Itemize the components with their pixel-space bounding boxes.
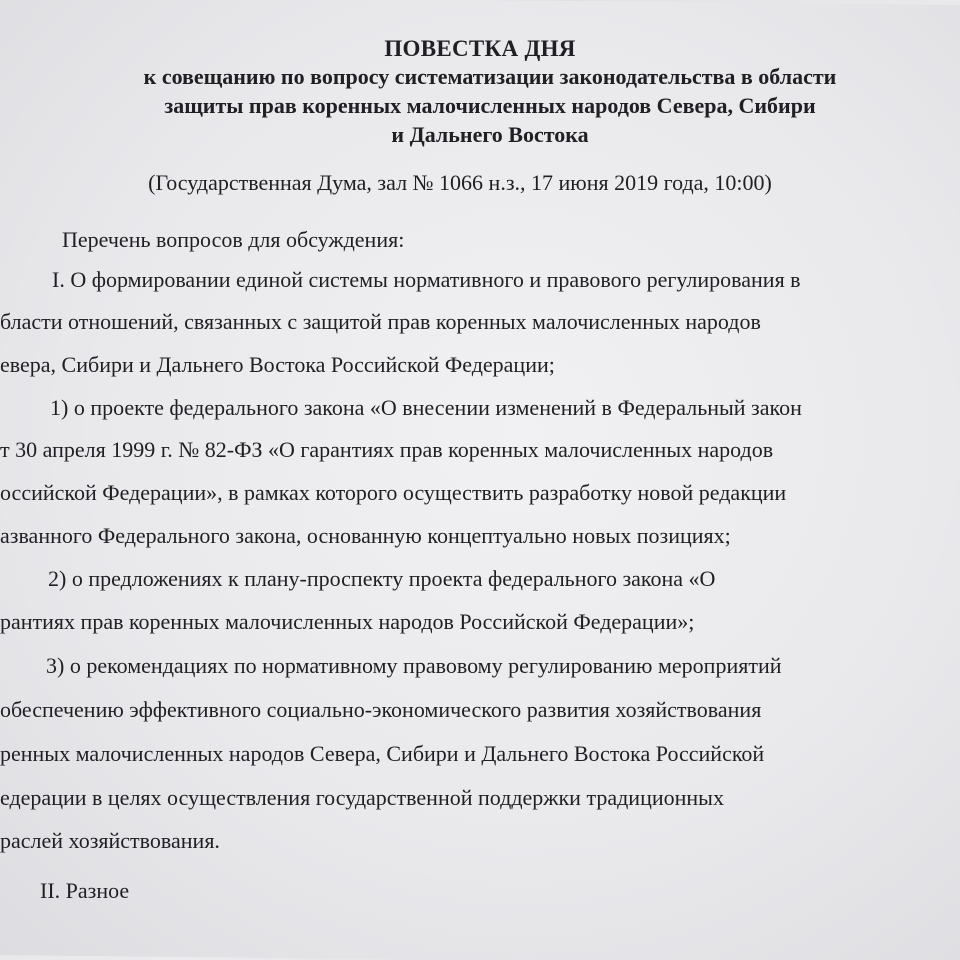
body-line: оссийской Федерации», в рамках которого осуществить разработку новой редакции [0,480,787,505]
body-line-text: бласти отношений, связанных с защитой прав коренных малочисленных народов [0,309,761,334]
questions-intro: Перечень вопросов для обсуждения: [62,227,405,252]
body-line [52,265,938,295]
body-line-text: I. О формировании единой системы нормативного и правового регулирования в [52,267,801,292]
body-line: т 30 апреля 1999 г. № 82-ФЗ «О гарантиях прав коренных малочисленных народов [0,437,774,462]
body-line: ренных малочисленных народов Севера, Сибири и Дальнего Востока Российской [0,741,765,766]
document-title: ПОВЕСТКА ДНЯ [384,36,576,61]
body-line: рантиях прав коренных малочисленных народов Российской Федерации»; [0,609,695,634]
body-line: азванного Федерального закона, основанную концептуально новых позициях; [0,523,731,548]
body-line: едерации в целях осуществления государственной поддержки традиционных [0,785,724,810]
body-line: евера, Сибири и Дальнего Востока Российской Федерации; [0,352,555,377]
body-line [0,307,940,337]
closing-item: II. Разное [40,878,130,903]
body-line: 3) о рекомендациях по нормативному правовому регулированию мероприятий [46,653,782,678]
subtitle-line: к совещанию по вопросу систематизации законодательства в области [143,64,837,89]
body-line: 2) о предложениях к плану-проспекту проекта федерального закона «О [48,566,716,591]
subtitle-line: и Дальнего Востока [391,122,589,147]
body-line: раслей хозяйствования. [0,828,220,853]
meeting-details: (Государственная Дума, зал № 1066 н.з., 17 июня 2019 года, 10:00) [148,170,772,195]
body-line: обеспечению эффективного социально-экономического развития хозяйствования [0,697,762,722]
body-line: 1) о проекте федерального закона «О внесении изменений в Федеральный закон [50,395,802,420]
subtitle-line: защиты прав коренных малочисленных народов Севера, Сибири [164,93,816,118]
